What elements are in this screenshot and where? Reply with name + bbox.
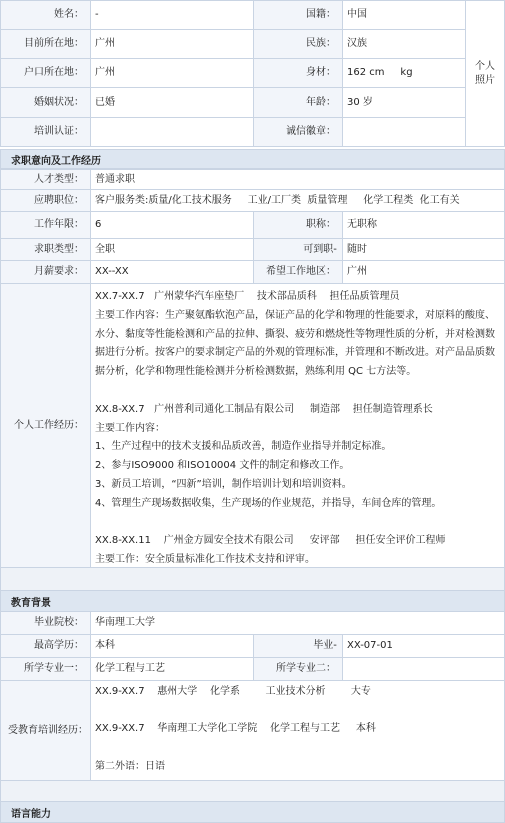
position-value: 客户服务类:质量/化工技术服务 工业/工厂类 质量管理 化学工程类 化工有关	[90, 189, 505, 212]
ethnicity-label: 民族：	[253, 29, 343, 59]
age-value: 30 岁	[342, 87, 466, 118]
desired-area-value: 广州	[342, 260, 505, 284]
years-label: 工作年限：	[0, 211, 91, 239]
experience-line: XX.8-XX.11 广州金方圆安全技术有限公司 安评部 担任安全评价工程师	[95, 535, 446, 547]
years-value: 6	[90, 211, 254, 239]
experience-line: 主要工作：安全质量标准化工作技术支持和评审。	[95, 554, 315, 566]
education-history-label: 受教育培训经历：	[0, 680, 91, 781]
job-section-header: 求职意向及工作经历	[0, 149, 505, 169]
education-line	[95, 739, 500, 758]
degree-label: 最高学历：	[0, 634, 91, 658]
experience-text	[90, 283, 505, 568]
nationality-value: 中国	[342, 0, 466, 30]
photo-placeholder	[465, 0, 505, 147]
stature-label: 身材：	[253, 58, 343, 88]
salary-value: XX--XX	[90, 260, 254, 284]
school-label: 毕业院校：	[0, 611, 91, 635]
education-history-text	[90, 680, 505, 781]
experience-line: 主要工作内容：生产聚氨酯软泡产品，保证产品的化学和物理的性能要求，对原料的酸度、水分、黏度等性能检测和产品的拉伸、撕裂、疲劳和燃烧性等物理性质的分析，并对检测数据进行分析。按客户的要求制定产品的外观的管理标准，并管理和不断改进。对产品品质数据分析，化学和物理性能检测并分析检测数据，熟练利用 QC 七方法等。	[95, 309, 495, 378]
education-line	[95, 702, 500, 721]
section-spacer	[0, 567, 505, 591]
experience-line: 4、管理生产现场数据收集，生产现场的作业规范，并指导，车间仓库的管理。	[95, 497, 442, 509]
education-line: 第二外语：日语	[95, 760, 165, 772]
ethnicity-value: 汉族	[342, 29, 466, 59]
experience-label: 个人工作经历：	[0, 283, 91, 568]
integrity-label: 诚信徽章：	[253, 117, 343, 147]
marital-label: 婚姻状况：	[0, 87, 91, 118]
available-value: 随时	[342, 238, 505, 261]
education-section-header: 教育背景	[0, 590, 505, 612]
hukou-value: 广州	[90, 58, 254, 88]
experience-line	[95, 382, 500, 401]
degree-value: 本科	[90, 634, 254, 658]
experience-line: 主要工作内容：	[95, 422, 165, 434]
name-value: -	[90, 0, 254, 30]
talent-type-label: 人才类型：	[0, 169, 91, 190]
major1-value: 化学工程与工艺	[90, 657, 254, 681]
talent-type-value: 普通求职	[90, 169, 505, 190]
salary-label: 月薪要求：	[0, 260, 91, 284]
title-value: 无职称	[342, 211, 505, 239]
major1-label: 所学专业一：	[0, 657, 91, 681]
marital-value: 已婚	[90, 87, 254, 118]
available-label: 可到职-	[253, 238, 343, 261]
education-line: XX.9-XX.7 惠州大学 化学系 工业技术分析 大专	[95, 686, 371, 697]
section-spacer	[0, 780, 505, 802]
training-value	[90, 117, 254, 147]
major2-label: 所学专业二：	[253, 657, 343, 681]
grad-label: 毕业-	[253, 634, 343, 658]
language-section-header: 语言能力	[0, 801, 505, 823]
name-label: 姓名：	[0, 0, 91, 30]
major2-value	[342, 657, 505, 681]
desired-area-label: 希望工作地区：	[253, 260, 343, 284]
education-line: XX.9-XX.7 华南理工大学化工学院 化学工程与工艺 本科	[95, 723, 376, 735]
integrity-value	[342, 117, 466, 147]
stature-value: 162 cm kg	[342, 58, 466, 88]
title-label: 职称：	[253, 211, 343, 239]
grad-value: XX-07-01	[342, 634, 505, 658]
job-type-value: 全职	[90, 238, 254, 261]
school-value: 华南理工大学	[90, 611, 505, 635]
job-type-label: 求职类型：	[0, 238, 91, 261]
position-label: 应聘职位：	[0, 189, 91, 212]
experience-line: 3、新员工培训，“四新”培训，制作培训计划和培训资料。	[95, 478, 352, 490]
photo-label: 个人照片	[475, 60, 495, 86]
location-label: 目前所在地：	[0, 29, 91, 59]
hukou-label: 户口所在地：	[0, 58, 91, 88]
experience-line: XX.8-XX.7 广州普利司通化工制品有限公司 制造部 担任制造管理系长	[95, 403, 433, 415]
experience-line: XX.7-XX.7 广州蒙华汽车座垫厂 技术部品质科 担任品质管理员	[95, 291, 400, 302]
age-label: 年龄：	[253, 87, 343, 118]
location-value: 广州	[90, 29, 254, 59]
training-label: 培训认证：	[0, 117, 91, 147]
experience-line: 2、参与ISO9000 和ISO10004 文件的制定和修改工作。	[95, 460, 350, 472]
experience-line	[95, 514, 500, 533]
nationality-label: 国籍：	[253, 0, 343, 30]
experience-line: 1、生产过程中的技术支援和品质改善，制造作业指导并制定标准。	[95, 441, 392, 453]
